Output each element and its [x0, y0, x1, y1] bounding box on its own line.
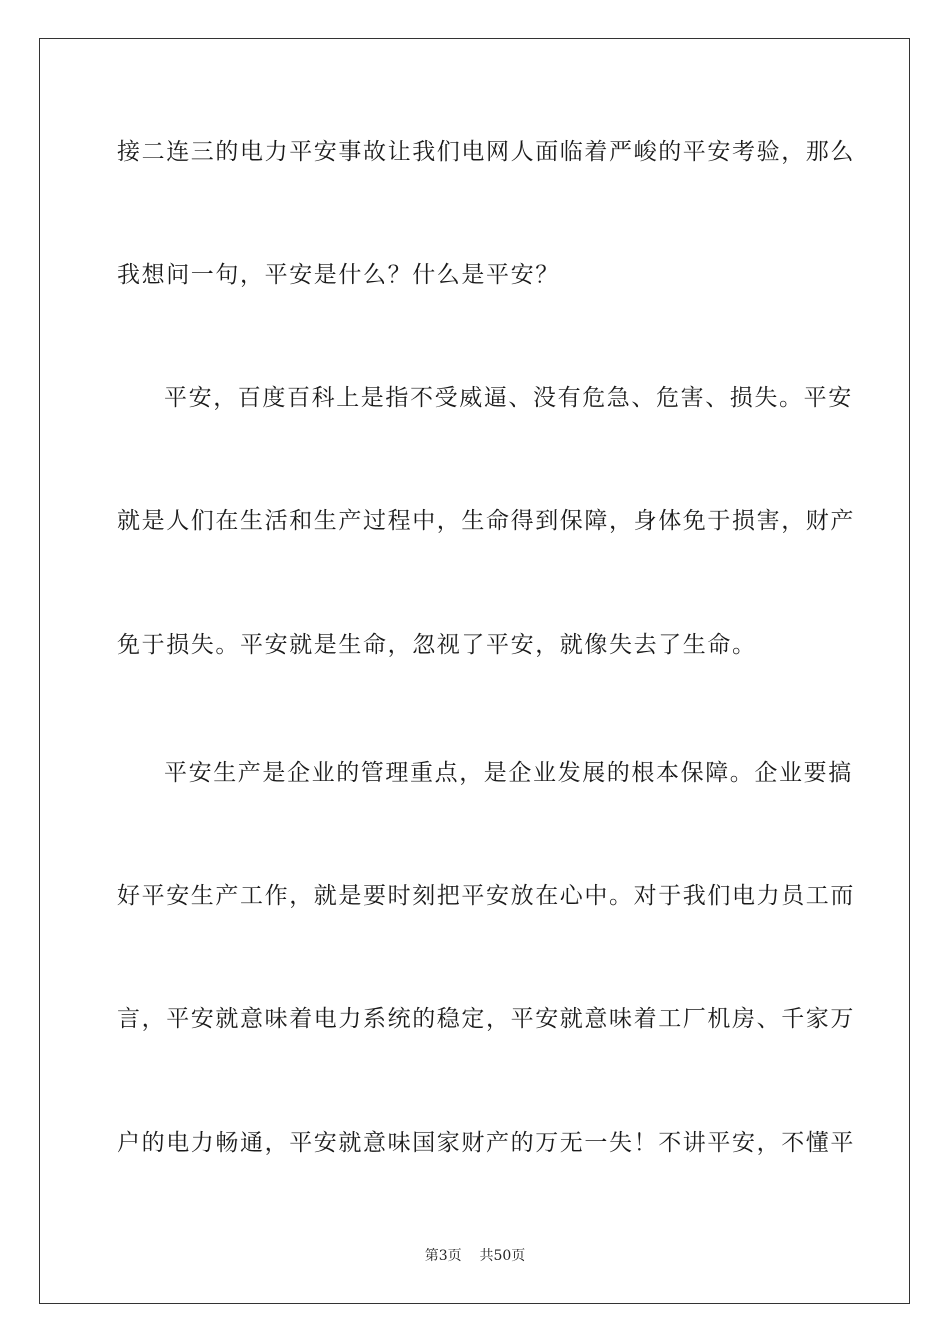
paragraph-line: 免于损失。平安就是生命，忽视了平安，就像失去了生命。: [117, 632, 757, 658]
paragraph-line: 接二连三的电力平安事故让我们电网人面临着严峻的平安考验，那么: [117, 139, 855, 165]
page-number: 第3页: [424, 1248, 462, 1264]
page-total: 共50页: [479, 1248, 526, 1264]
page-border: [39, 38, 910, 1304]
paragraph-line: 我想问一句，平安是什么？什么是平安？: [117, 262, 560, 288]
paragraph-line: 平安，百度百科上是指不受威逼、没有危急、危害、损失。平安: [164, 385, 853, 411]
paragraph-line: 好平安生产工作，就是要时刻把平安放在心中。对于我们电力员工而: [117, 883, 855, 909]
paragraph-line: 平安生产是企业的管理重点，是企业发展的根本保障。企业要搞: [164, 760, 853, 786]
paragraph-line: 户的电力畅通，平安就意味国家财产的万无一失！不讲平安，不懂平: [117, 1130, 855, 1156]
paragraph-line: 言，平安就意味着电力系统的稳定，平安就意味着工厂机房、千家万: [117, 1006, 855, 1032]
page-footer: [0, 1246, 950, 1266]
paragraph-line: 就是人们在生活和生产过程中，生命得到保障，身体免于损害，财产: [117, 508, 855, 534]
